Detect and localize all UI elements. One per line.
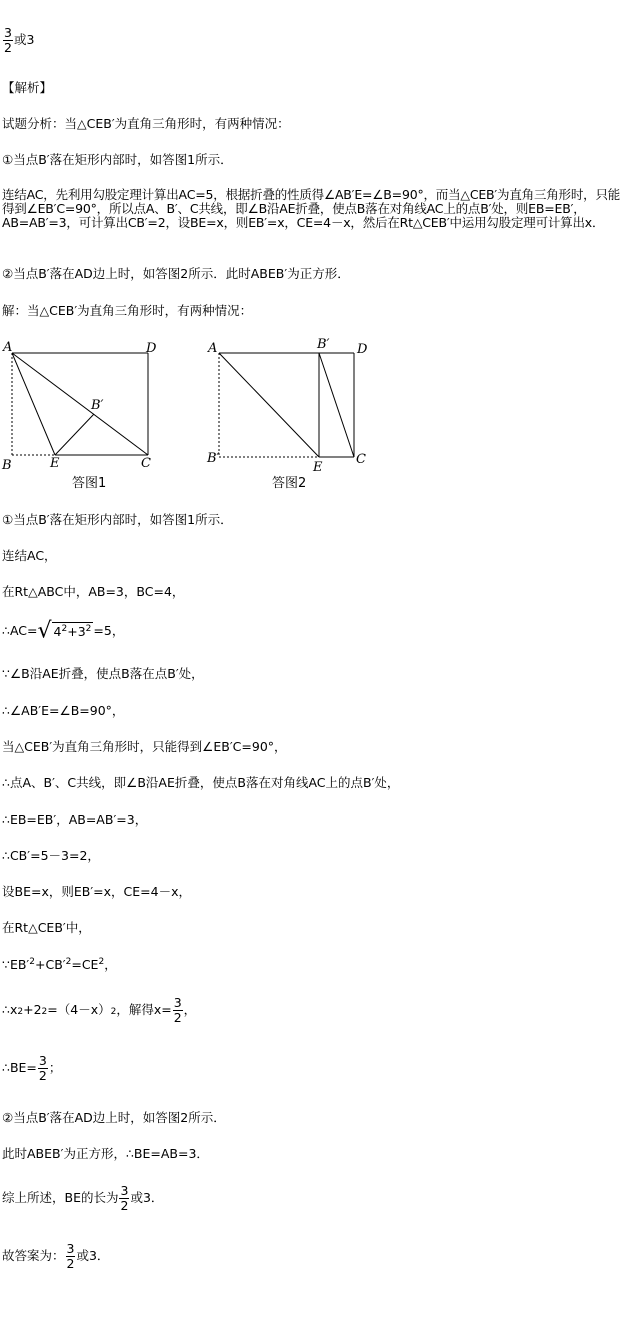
figure-2 bbox=[200, 335, 390, 493]
step-be-value: ∴BE= $\frac{3}{2}$ ； bbox=[2, 1053, 62, 1083]
step-cbp: ∴CB′=5－3=2， bbox=[2, 848, 100, 863]
step-right-triangle: 当△CEB′为直角三角形时，只能得到∠EB′C=90°， bbox=[2, 739, 287, 754]
fig1-label-A: A bbox=[3, 340, 13, 355]
step-connect-ac: 连结AC， bbox=[2, 548, 57, 563]
solution-case1: ①当点B′落在矩形内部时，如答图1所示． bbox=[2, 512, 233, 527]
analysis-title: 试题分析：当△CEB′为直角三角形时，有两种情况： bbox=[2, 116, 290, 131]
fig2-label-B: B′ bbox=[207, 451, 220, 466]
answer-fraction: $\frac{3}{2}$ bbox=[4, 25, 12, 55]
final-fraction: $\frac{3}{2}$ bbox=[66, 1241, 75, 1271]
fig1-diagonal-AC bbox=[12, 353, 148, 455]
fig2-label-A: A bbox=[208, 341, 218, 356]
fig2-label-C: C bbox=[356, 452, 366, 467]
step-let-x: 设BE=x，则EB′=x，CE=4－x， bbox=[2, 884, 191, 899]
step-pythagoras: $\because EB'^2+CB'^2=CE^2$， bbox=[2, 957, 117, 972]
step-summary: 综上所述，BE的长为 $\frac{3}{2}$ 或3． bbox=[2, 1183, 164, 1213]
sqrt-expression: √ $4^2+3^2$ bbox=[37, 618, 92, 644]
fig1-label-B: B bbox=[2, 458, 12, 473]
final-answer: 故答案为： $\frac{3}{2}$ 或3． bbox=[2, 1241, 110, 1271]
solution-intro: 解：当△CEB′为直角三角形时，有两种情况： bbox=[2, 303, 253, 318]
fig2-label-D: D bbox=[357, 342, 368, 357]
x-fraction: $\frac{3}{2}$ bbox=[173, 995, 182, 1025]
solution-case2: ②当点B′落在AD边上时，如答图2所示． bbox=[2, 1110, 226, 1125]
fig2-fold-AE bbox=[219, 353, 319, 457]
step-collinear: ∴点A、B′、C共线，即∠B沿AE折叠，使点B落在对角线AC上的点B′处， bbox=[2, 775, 400, 790]
summary-fraction: $\frac{3}{2}$ bbox=[120, 1183, 129, 1213]
fig1-segment-EBp bbox=[55, 414, 94, 455]
step-rt-cebp: 在Rt△CEB′中， bbox=[2, 920, 91, 935]
step-square: 此时ABEB′为正方形，∴BE=AB=3． bbox=[2, 1146, 209, 1161]
step-solve-x: ∴x2+22=（4－x）2，解得x= $\frac{3}{2}$ ， bbox=[2, 995, 197, 1025]
fig1-label-E: E bbox=[50, 456, 60, 471]
analysis-paragraph: 连结AC，先利用勾股定理计算出AC=5，根据折叠的性质得∠AB′E=∠B=90°，而当△CEB′为直角三角形时，只能得到∠EB′C=90°，所以点A、B′、C共线，即∠B沿AE折叠，使点B落在对角线AC上的点B′处，则EB=EB′，AB=AB′=3，可计算出CB′=2，设BE=x，则EB′=x，CE=4－x，然后在Rt△CEB′中运用勾股定理可计算出x． bbox=[2, 187, 621, 230]
figure-1 bbox=[0, 335, 175, 493]
step-fold: ∵∠B沿AE折叠，使点B落在点B′处， bbox=[2, 666, 204, 681]
answer-line: $\frac{3}{2}$ 或3 bbox=[4, 25, 35, 55]
fig2-caption: 答图2 bbox=[272, 476, 307, 491]
fig2-segment-BpC bbox=[319, 353, 354, 457]
fig1-label-Bp: B′ bbox=[91, 398, 104, 413]
fig2-label-Bp-top: B′ bbox=[317, 337, 330, 352]
analysis-case2: ②当点B′落在AD边上时，如答图2所示．此时ABEB′为正方形． bbox=[2, 266, 350, 281]
fig1-fold-AE bbox=[12, 353, 55, 455]
fig2-label-E: E bbox=[313, 460, 323, 475]
fig1-label-C: C bbox=[141, 456, 151, 471]
fig1-label-D: D bbox=[146, 341, 157, 356]
be-fraction: $\frac{3}{2}$ bbox=[38, 1053, 47, 1083]
jiexi-heading: 【解析】 bbox=[2, 80, 53, 95]
step-ac-value: ∴AC=√ $4^2+3^2 =5$， bbox=[2, 618, 125, 644]
step-equal-sides: ∴EB=EB′，AB=AB′=3， bbox=[2, 812, 148, 827]
fig1-caption: 答图1 bbox=[72, 476, 107, 491]
step-rt-abc: 在Rt△ABC中，AB=3，BC=4， bbox=[2, 584, 185, 599]
step-angle: ∴∠AB′E=∠B=90°， bbox=[2, 703, 125, 718]
analysis-case1: ①当点B′落在矩形内部时，如答图1所示． bbox=[2, 152, 233, 167]
